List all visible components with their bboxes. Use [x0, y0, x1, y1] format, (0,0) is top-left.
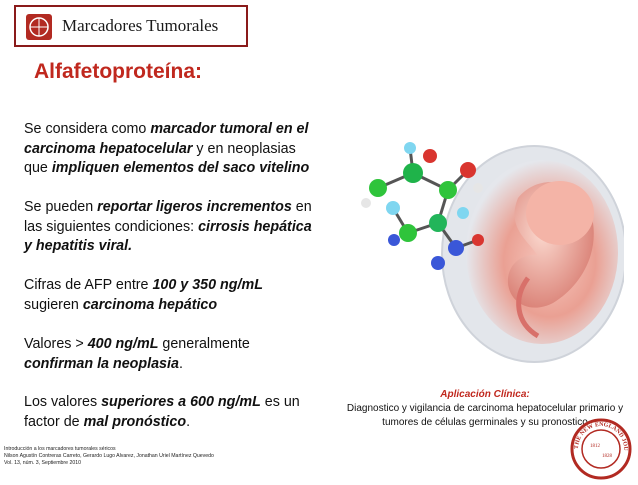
emphasis: confirman la neoplasia — [24, 355, 179, 372]
citation-volume: Vol. 13, núm. 3, Septiembre 2010 — [4, 460, 81, 466]
logo-icon — [26, 14, 52, 40]
emphasis: impliquen elementos del saco vitelino — [51, 160, 310, 176]
text-fragment: es un factor de — [24, 394, 300, 430]
seal-year-b: 1828 — [602, 454, 612, 459]
seal-year-a: 1812 — [590, 444, 600, 449]
citation-title: Introducción a los marcadores tumorales séricos — [4, 446, 116, 452]
citation-footer — [4, 446, 214, 467]
text-fragment: Los valores — [24, 394, 102, 410]
emphasis: reportar ligeros incrementos — [97, 199, 292, 215]
text-fragment: . — [178, 355, 183, 372]
caption-title: Aplicación Clínica: — [440, 389, 530, 400]
citation-authors: Nilson Agustín Contreras Carreto, Gerardo Lugo Alvarez, Jonathan Uriel Martínez Quevedo — [4, 453, 214, 459]
paragraph-1 — [24, 120, 316, 179]
header-banner — [14, 5, 248, 47]
fetus-molecule-illustration — [338, 128, 624, 364]
text-fragment: Valores > — [24, 336, 88, 352]
text-fragment: Cifras de AFP entre — [24, 277, 153, 293]
caption-line-1: Diagnostico y vigilancia de carcinoma hepatocelular primario y — [346, 403, 624, 414]
paragraph-2 — [24, 198, 316, 257]
header-title: Marcadores Tumorales — [62, 16, 219, 35]
emphasis: superiores a 600 ng/mL — [101, 394, 261, 410]
text-fragment: Se pueden — [24, 199, 98, 215]
paragraph-3 — [24, 276, 316, 315]
emphasis: cirrosis hepática y hepatitis viral. — [24, 218, 312, 254]
slide-title: Alfafetoproteína: — [34, 60, 202, 83]
text-fragment: en las siguientes condiciones: — [24, 199, 312, 235]
seal-text: THE NEW ENGLAND JOU — [573, 421, 629, 451]
text-fragment: Se considera como — [24, 121, 151, 137]
paragraph-4 — [24, 335, 316, 374]
text-fragment: sugieren — [24, 296, 83, 313]
fetus-head — [526, 181, 594, 245]
emphasis: carcinoma hepático — [82, 296, 218, 313]
emphasis: mal pronóstico — [83, 413, 187, 430]
paragraph-5 — [24, 393, 316, 432]
nejm-seal-icon — [568, 416, 634, 480]
text-fragment: generalmente — [158, 336, 250, 352]
slide-body — [24, 120, 316, 430]
caption-line-2: tumores de células germinales y su pronostico — [382, 417, 588, 428]
text-fragment: y en neoplasias que — [24, 140, 296, 176]
text-fragment: . — [186, 413, 191, 430]
emphasis: 100 y 350 ng/mL — [152, 277, 263, 293]
emphasis: marcador tumoral en el carcinoma hepatocelular — [24, 121, 309, 157]
emphasis: 400 ng/mL — [87, 336, 159, 352]
